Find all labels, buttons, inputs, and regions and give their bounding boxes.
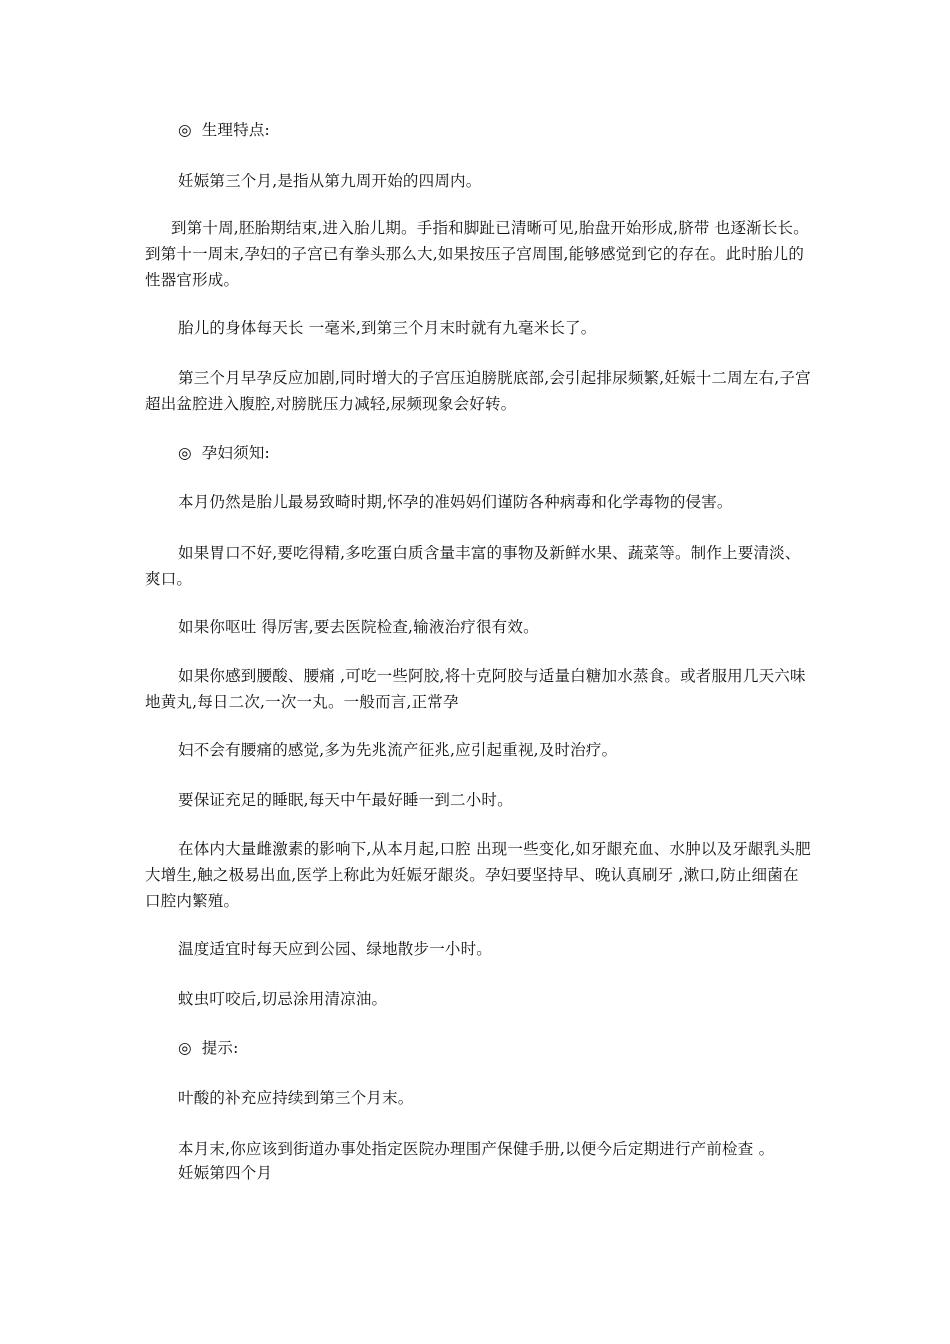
bullseye-icon: ◎	[178, 121, 192, 139]
paragraph: 妇不会有腰痛的感觉,多为先兆流产征兆,应引起重视,及时治疗。	[178, 741, 618, 759]
paragraph: 妊娠第三个月,是指从第九周开始的四周内。	[178, 172, 482, 190]
paragraph: 如果胃口不好,要吃得精,多吃蛋白质含量丰富的事物及新鲜水果、蔬菜等。制作上要清淡、爽口。	[145, 544, 801, 588]
paragraph: 本月末,你应该到街道办事处指定医院办理围产保健手册,以便今后定期进行产前检查 。	[178, 1140, 775, 1158]
bullseye-icon: ◎	[178, 444, 192, 462]
section-heading-physiology	[145, 117, 813, 143]
paragraph: 第三个月早孕反应加剧,同时增大的子宫压迫膀胱底部,会引起排尿频繁,妊娠十二周左右,子宫超出盆腔进入腹腔,对膀胱压力减轻,尿频现象会好转。	[145, 369, 811, 413]
paragraph: 蚊虫叮咬后,切忌涂用清凉油。	[178, 990, 388, 1008]
paragraph: 妊娠第四个月	[178, 1164, 273, 1182]
paragraph: 本月仍然是胎儿最易致畸时期,怀孕的准妈妈们谨防各种病毒和化学毒物的侵害。	[178, 493, 733, 511]
paragraph: 温度适宜时每天应到公园、绿地散步一小时。	[178, 940, 493, 958]
heading-text: 生理特点:	[201, 121, 270, 139]
paragraph: 叶酸的补充应持续到第三个月末。	[178, 1089, 414, 1107]
paragraph: 胎儿的身体每天长 一毫米,到第三个月末时就有九毫米长了。	[178, 319, 597, 337]
heading-text: 提示:	[201, 1039, 239, 1057]
paragraph: 如果你呕吐 得厉害,要去医院检查,输液治疗很有效。	[178, 618, 539, 636]
section-heading-notice	[145, 440, 813, 466]
section-heading-tips	[145, 1035, 813, 1061]
paragraph: 在体内大量雌激素的影响下,从本月起,口腔 出现一些变化,如牙龈充血、水肿以及牙龈乳头肥大增生,触之极易出血,医学上称此为妊娠牙龈炎。孕妇要坚持早、晚认真刷牙 ,漱口,防止细菌在口腔内繁殖。	[145, 840, 811, 910]
heading-text: 孕妇须知:	[201, 444, 270, 462]
paragraph: 到第十周,胚胎期结束,进入胎儿期。手指和脚趾已清晰可见,胎盘开始形成,脐带 也逐渐长长。到第十一周末,孕妇的子宫已有拳头那么大,如果按压子宫周围,能够感觉到它的存在。此时胎儿的性器官形成。	[145, 219, 809, 289]
paragraph: 要保证充足的睡眠,每天中午最好睡一到二小时。	[178, 791, 513, 809]
paragraph: 如果你感到腰酸、腰痛 ,可吃一些阿胶,将十克阿胶与适量白糖加水蒸食。或者服用几天六味地黄丸,每日二次,一次一丸。一般而言,正常孕	[145, 667, 806, 711]
bullseye-icon: ◎	[178, 1039, 192, 1057]
